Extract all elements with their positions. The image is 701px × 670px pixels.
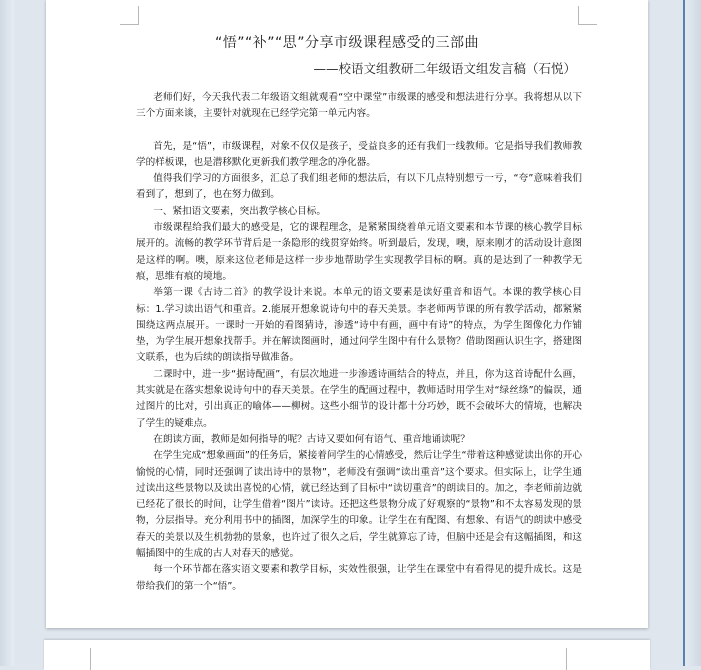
- paragraph: 二课时中，进一步“据诗配画”，有层次地进一步渗透诗画结合的特点，并且，你为这首诗配什么画，其实就是在落实想象说诗句中的春天美景。在学生的配画过程中，教师适时用学生对“绿丝绦”的偏误，通过图片的比对，引出真正的喻体——柳树。这些小细节的设计都十分巧妙，既不会破坏大的情境，也解决了学生的疑难点。: [136, 368, 582, 429]
- paragraph: 值得我们学习的方面很多，汇总了我们组老师的想法后，有以下几点特别想亏一亏，“夸”意味着我们看到了，想到了，也在努力做到。: [136, 173, 582, 201]
- paragraph: 市级课程给我们最大的感受是，它的课程理念，是紧紧围绕着单元语文要素和本节课的核心教学目标展开的。流畅的教学环节背后是一条隐形的线贯穿始终。听到最后，发现，噢，原来刚才的活动设计意图是这样的啊。噢，原来这位老师是这样一步步地帮助学生实现教学目标的啊。真的是达到了一种教学无痕，思维有痕的境地。: [136, 222, 582, 282]
- paragraph: 首先，是“悟”，市级课程，对象不仅仅是孩子，受益良多的还有我们一线教师。它是指导我们教师教学的样板课，也是潜移默化更新我们教学理念的净化器。: [136, 140, 582, 168]
- margin-corner-mark: [120, 6, 139, 25]
- paragraph: 老师们好，今天我代表二年级语文组就观看“空中课堂”市级课的感受和想法进行分享。我将想从以下三个方面来谈，主要针对就现在已经学完第一单元内容。: [136, 92, 582, 120]
- document-page: [46, 0, 648, 628]
- margin-corner-mark: [578, 6, 597, 25]
- window-frame-left: [0, 0, 14, 666]
- document-subtitle: ——校语文组教研二年级语文组发言稿（石悦）: [313, 61, 576, 76]
- paragraph: 在朗读方面，教师是如何指导的呢？古诗又要如何有语气、重音地诵读呢？: [153, 433, 470, 445]
- paragraph: 在学生完成“想象画面”的任务后，紧接着问学生的心情感受，然后让学生“带着这种感觉读出你的开心愉悦的心情，同时还强调了读出诗中的景物”，老师没有强调“读出重音”这个要求。但实际上，让学生通过读出这些景物以及读出喜悦的心情，就已经达到了目标中“读切重音”的朗读目的。加之，李老师前边就已经花了很长的时间，让学生借着“图片”读诗。还把这些景物分成了好观察的“景物”和不太容易发现的景物，分层指导。充分利用书中的插图，加深学生的印象。让学生在有配图、有想象、有语气的朗读中感受春天的美景以及生机勃勃的景象，也许过了很久之后，学生就算忘了诗，但脑中还是会有这幅插图，和这幅插图中的生成的古人对春天的感觉。: [136, 450, 582, 560]
- blank-line: [136, 123, 582, 139]
- document-title: “悟”“补”“思”分享市级课程感受的三部曲: [214, 35, 480, 51]
- scrollbar-track[interactable]: [683, 0, 685, 666]
- margin-corner-mark: [566, 648, 567, 670]
- window-frame-right: [683, 0, 701, 666]
- margin-corner-mark: [90, 648, 91, 670]
- document-body[interactable]: [136, 90, 582, 595]
- paragraph: 举第一课《古诗二首》的教学设计来说。本单元的语文要素是读好重音和语气。本课的教学核心目标：1.学习读出语气和重音。2.能展开想象说诗句中的春天美景。李老师两节课的所有教学活动，都紧紧围绕这两点展开。一课时一开始的看图猜诗，渗透“诗中有画，画中有诗”的特点，为学生图像化力作铺垫，为学生展开想象找帮手。并在解读图画时，通过问学生图中有什么景物？借助图画认识生字，搭建图文联系，也为后续的朗读指导做准备。: [136, 287, 582, 364]
- paragraph: 每一个环节都在落实语文要素和教学目标，实效性很强，让学生在课堂中有看得见的提升成长。这是带给我们的第一个“悟”。: [136, 564, 582, 592]
- section-heading: 一、紧扣语文要素，突出教学核心目标。: [153, 205, 326, 217]
